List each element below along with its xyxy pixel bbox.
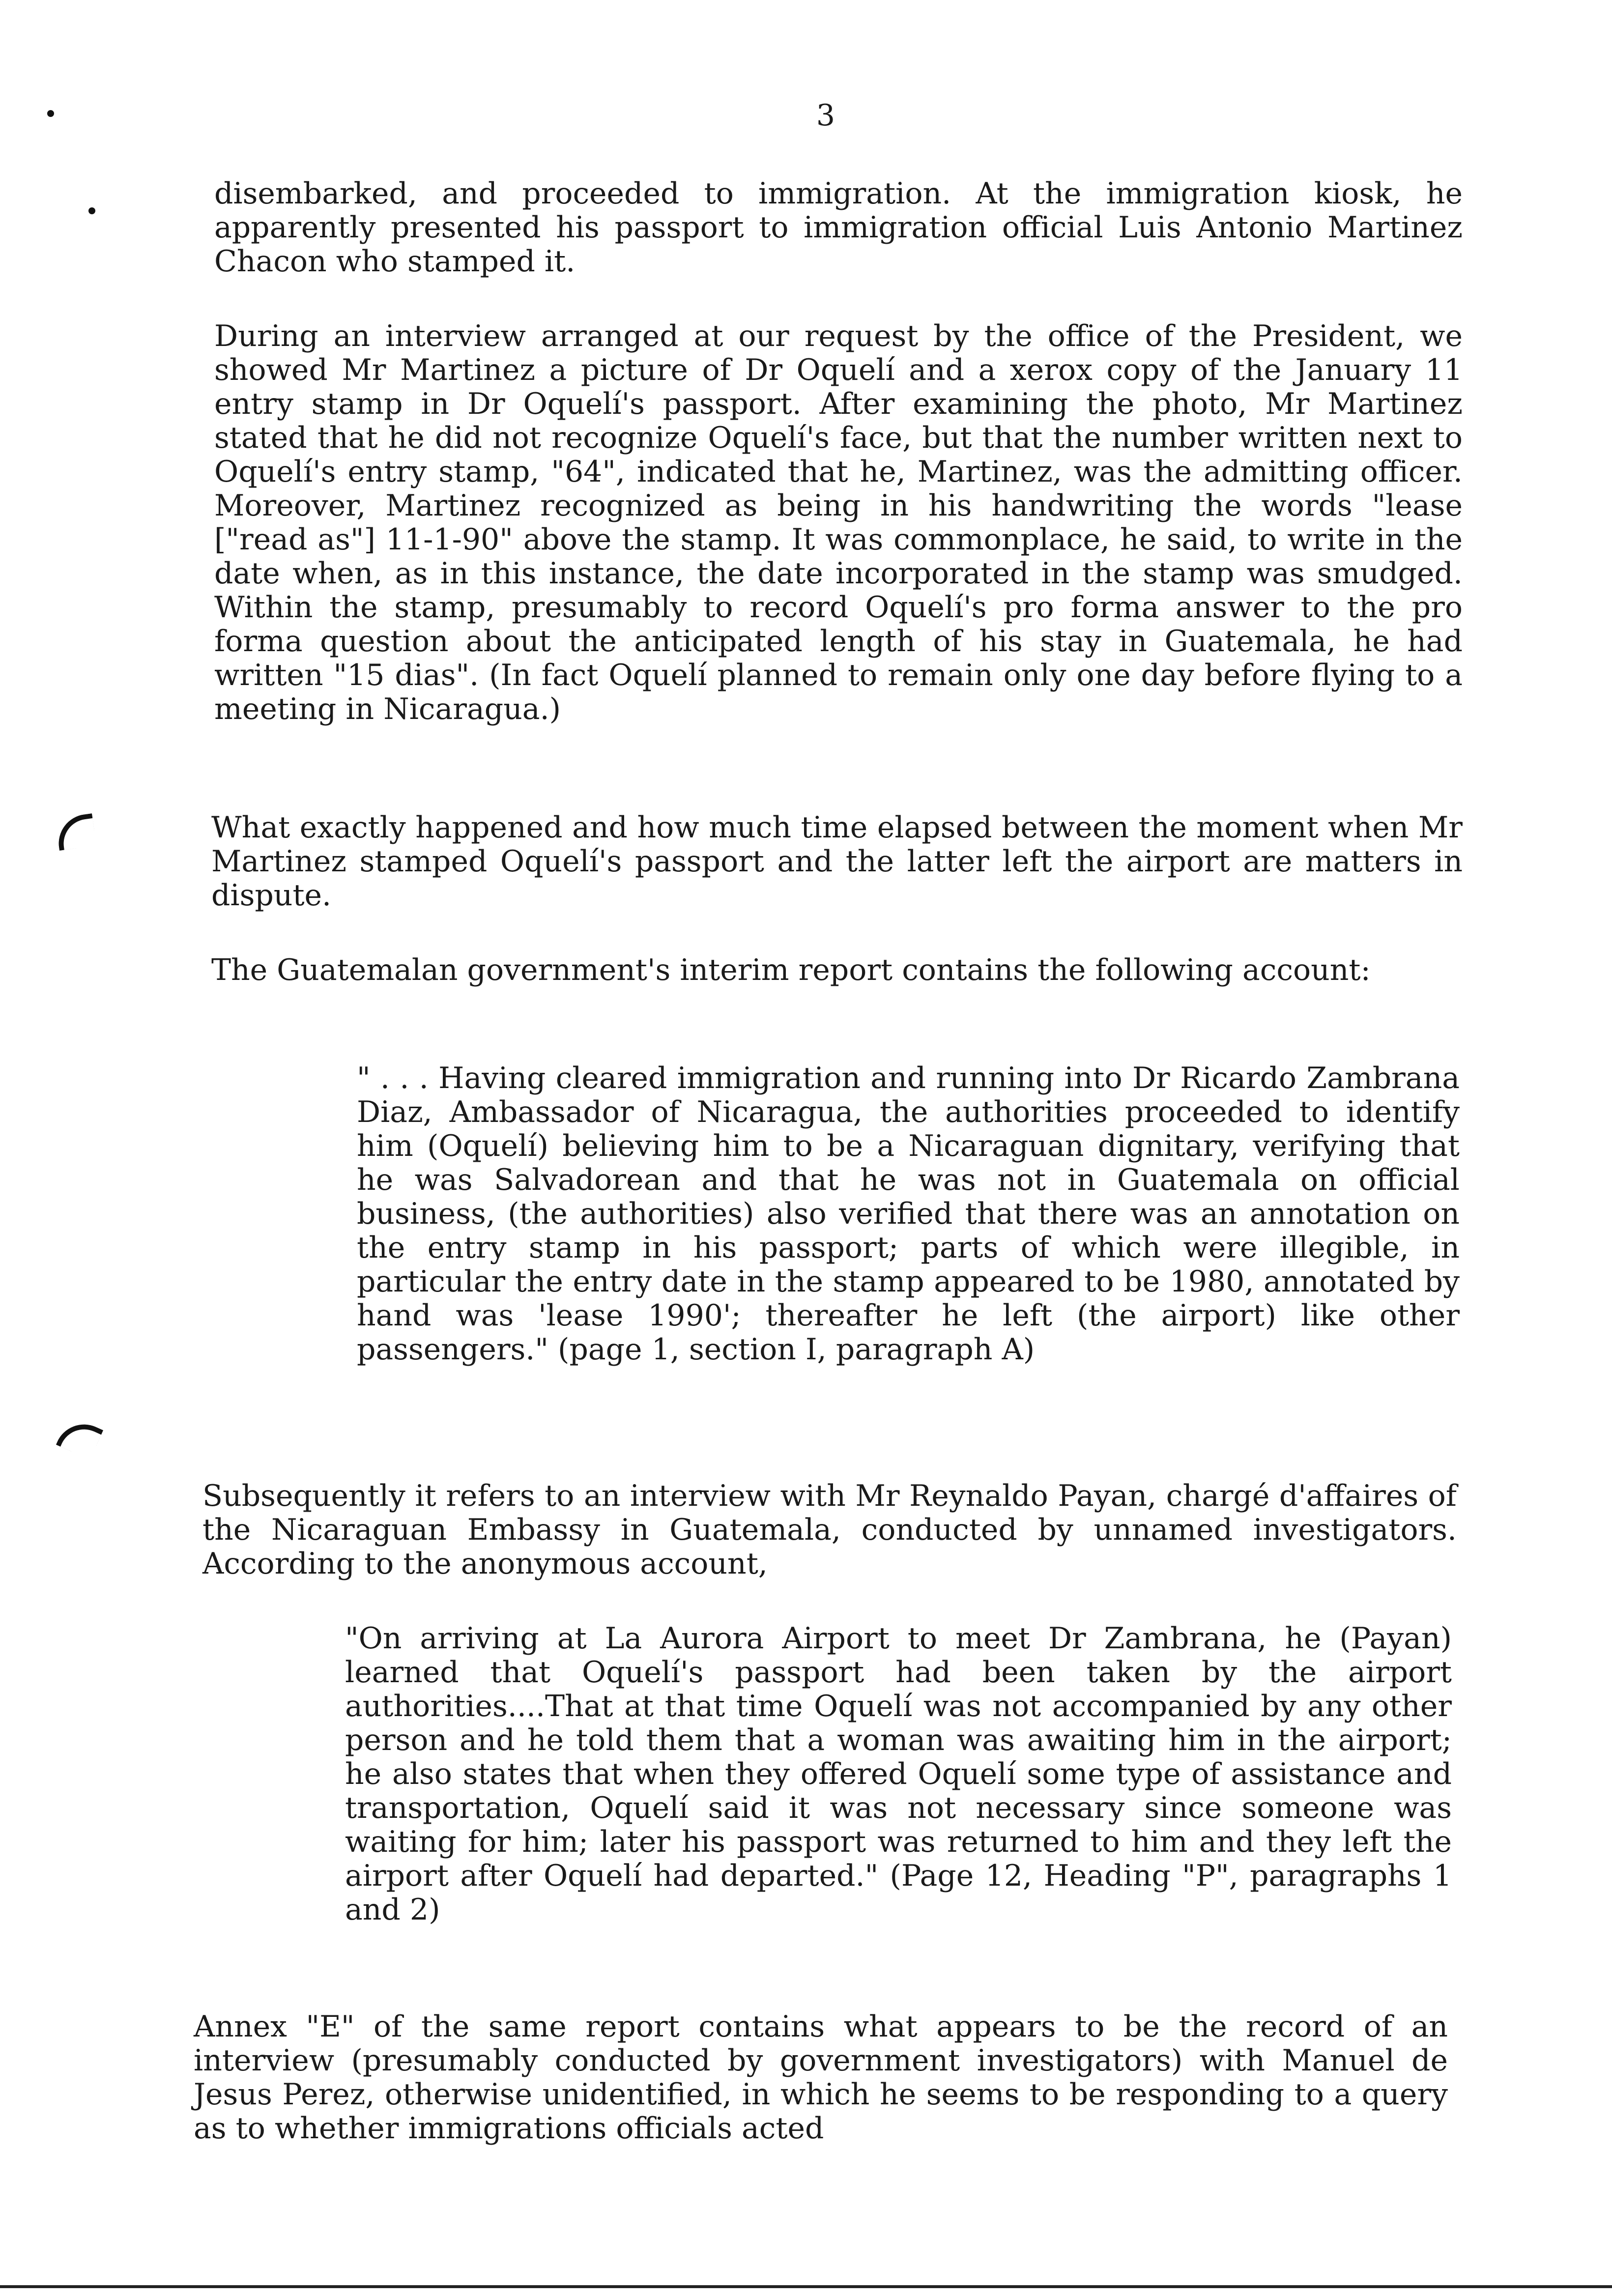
paragraph-matters-in-dispute: What exactly happened and how much time elapsed between the moment when Mr Martinez stamped Oquelí's passport and the latter left the airport are matters in dispute. xyxy=(211,810,1463,913)
paragraph-annex-e: Annex "E" of the same report contains what appears to be the record of an interview (presumably conducted by government investigators) with Manuel de Jesus Perez, otherwise unidentified, in which he seems to be responding to a query as to whether immigrations officials acted xyxy=(194,2009,1448,2146)
paragraph-payan-interview: Subsequently it refers to an interview with Mr Reynaldo Payan, chargé d'affaires of the Nicaraguan Embassy in Guatemala, conducted by unnamed investigators. According to the anonymous account, xyxy=(202,1479,1457,1581)
margin-bracket-mark xyxy=(55,813,96,851)
paragraph-immigration-kiosk: disembarked, and proceeded to immigration. At the immigration kiosk, he apparently presented his passport to immigration official Luis Antonio Martinez Chacon who stamped it. xyxy=(214,176,1463,279)
paragraph-martinez-interview: During an interview arranged at our request by the office of the President, we showed Mr Martinez a picture of Dr Oquelí and a xerox copy of the January 11 entry stamp in Dr Oquelí's passport. After examining the photo, Mr Martinez stated that he did not recognize Oquelí's face, but that the number written next to Oquelí's entry stamp, "64", indicated that he, Martinez, was the admitting officer. Moreover, Martinez recognized as being in his handwriting the words "lease ["read as"] 11-1-90" above the stamp. It was commonplace, he said, to write in the date when, as in this instance, the date incorporated in the stamp was smudged. Within the stamp, presumably to record Oquelí's pro forma answer to the pro forma question about the anticipated length of his stay in Guatemala, he had written "15 dias". (In fact Oquelí planned to remain only one day before flying to a meeting in Nicaragua.) xyxy=(214,319,1463,726)
block-quote-interim-report: " . . . Having cleared immigration and running into Dr Ricardo Zambrana Diaz, Ambassador of Nicaragua, the authorities proceeded to identify him (Oquelí) believing him to be a Nicaraguan dignitary, verifying that he was Salvadorean and that he was not in Guatemala on official business, (the authorities) also verified that there was an annotation on the entry stamp in his passport; parts of which were illegible, in particular the entry date in the stamp appeared to be 1980, annotated by hand was 'lease 1990'; thereafter he left (the airport) like other passengers." (page 1, section I, paragraph A) xyxy=(357,1061,1460,1367)
page-number: 3 xyxy=(816,98,835,133)
margin-bracket-mark xyxy=(56,1415,103,1460)
punch-hole-mark xyxy=(88,207,95,214)
block-quote-payan-account: "On arriving at La Aurora Airport to meet Dr Zambrana, he (Payan) learned that Oquelí's passport had been taken by the airport authorities....That at that time Oquelí was not accompanied by any other person and he told them that a woman was awaiting him in the airport; he also states that when they offered Oquelí some type of assistance and transportation, Oquelí said it was not necessary since someone was waiting for him; later his passport was returned to him and they left the airport after Oquelí had departed." (Page 12, Heading "P", paragraphs 1 and 2) xyxy=(345,1621,1452,1927)
scan-edge-line xyxy=(0,2285,1612,2288)
paragraph-interim-report-intro: The Guatemalan government's interim report contains the following account: xyxy=(211,953,1371,987)
punch-hole-mark xyxy=(47,110,54,117)
